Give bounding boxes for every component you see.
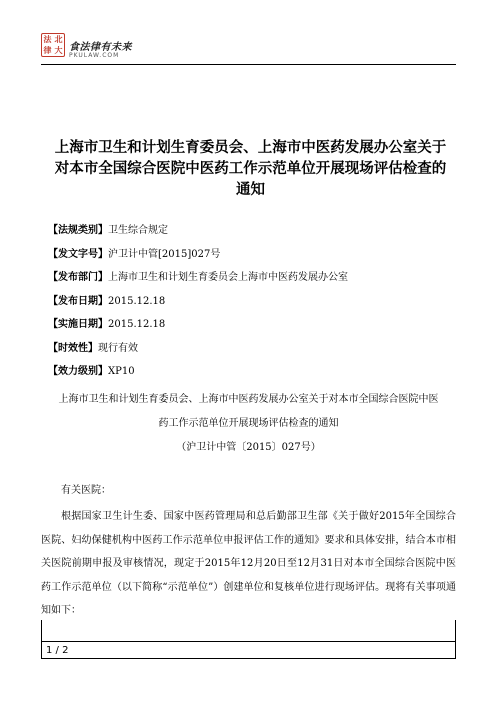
meta-label: 【发文字号】 [48,248,108,260]
meta-label: 【效力级别】 [48,366,108,377]
seal-char: 北 [54,34,63,44]
meta-label: 【时效性】 [48,342,98,354]
meta-validity [48,342,453,366]
seal-char: 法 [43,34,52,44]
body-greeting: 有关医院： [61,485,111,496]
body-heading-line: 上海市卫生和计划生育委员会、上海市中医药发展办公室关于对本市全国综合医院中医 [58,394,439,405]
meta-value: 2015.12.18 [108,319,166,330]
meta-list [48,224,453,389]
meta-value: 上海市卫生和计划生育委员会上海市中医药发展办公室 [108,272,348,283]
meta-label: 【发布部门】 [48,272,108,283]
table-frame [41,620,456,641]
document-body [41,388,456,623]
meta-value: XP10 [108,366,135,377]
page-number: 1 / 2 [46,645,69,656]
logo-seal [41,33,65,57]
meta-value: 2015.12.18 [108,295,166,307]
document-title: 上海市卫生和计划生育委员会、上海市中医药发展办公室关于对本市全国综合医院中医药工作示范单位开展现场评估检查的通知 [54,139,447,198]
meta-issue-date [48,295,453,319]
meta-category [48,224,453,248]
body-heading-line: 药工作示范单位开展现场评估检查的通知 [158,418,339,429]
header-rule [41,64,456,65]
meta-doc-number [48,248,453,272]
body-doc-number: （沪卫计中管〔2015〕027号） [176,442,321,453]
meta-value: 现行有效 [98,342,138,354]
meta-value: 卫生综合规定 [108,225,168,236]
meta-issuer [48,271,453,295]
logo-url: PKULAW.COM [69,52,120,59]
page-footer [41,641,456,659]
meta-label: 【法规类别】 [48,225,108,236]
body-paragraph: 根据国家卫生计生委、国家中医药管理局和总后勤部卫生部《关于做好2015年全国综合医院、妇幼保健机构中医药工作示范单位申报评估工作的通知》要求和具体安排，结合本市相关医院前期申报及审核情况，现定于2015年12月20日至12月31日对本市全国综合医院中医药工作示范单位（以下简称“示范单位”）创建单位和复核单位进行现场评估。现将有关事项通知如下： [41,511,456,616]
meta-level [48,365,453,389]
seal-char: 律 [43,45,52,55]
logo-slogan: 食法律有未来 [69,42,132,53]
meta-label: 【发布日期】 [48,295,108,307]
meta-label: 【实施日期】 [48,319,108,330]
footer-cell [41,642,456,658]
seal-char: 大 [54,45,63,55]
meta-value: 沪卫计中管[2015]027号 [108,248,221,260]
meta-effective-date [48,318,453,342]
